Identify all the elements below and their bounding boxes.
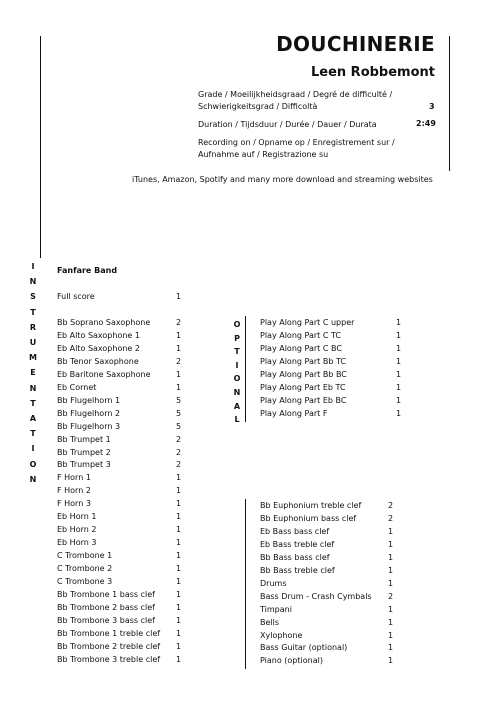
low-part-name: Eb Bass bass clef — [260, 526, 330, 536]
optional-part-qty: 1 — [396, 331, 402, 340]
low-part-qty: 1 — [388, 604, 394, 614]
low-part-name: Bb Euphonium treble clef — [260, 501, 362, 510]
part-name: Eb Alto Saxophone 2 — [57, 343, 140, 353]
grade-label-line2: Schwierigkeitsgrad / Difficoltà — [198, 102, 318, 111]
part-name: Bb Trombone 3 treble clef — [57, 654, 161, 664]
full-score-qty: 1 — [176, 292, 182, 301]
optional-part-name: Play Along Part C TC — [260, 331, 341, 340]
part-name: Bb Tenor Saxophone — [57, 356, 139, 366]
duration-label: Duration / Tijdsduur / Durée / Dauer / Durata — [198, 120, 377, 129]
part-qty: 1 — [176, 602, 182, 612]
optional-label-letter: I — [235, 360, 239, 370]
part-qty: 2 — [176, 447, 182, 457]
piece-title: DOUCHINERIE — [276, 32, 435, 56]
part-qty: 1 — [176, 473, 182, 483]
low-part-name: Timpani — [260, 604, 292, 614]
optional-part-qty: 1 — [396, 357, 402, 366]
instrumentation-label-letter: A — [29, 414, 37, 423]
part-qty: 1 — [176, 382, 182, 392]
part-qty: 1 — [176, 499, 182, 509]
grade-value: 3 — [429, 102, 435, 111]
optional-label-letter: A — [233, 401, 241, 411]
part-name: Eb Horn 3 — [57, 538, 97, 548]
part-qty: 1 — [176, 564, 182, 574]
low-part-qty: 2 — [388, 513, 394, 523]
part-qty: 5 — [176, 408, 182, 418]
full-score-name: Full score — [57, 292, 95, 301]
part-name: Bb Trombone 1 bass clef — [57, 589, 155, 599]
optional-part-name: Play Along Part Bb TC — [260, 357, 346, 366]
low-part-name: Xylophone — [260, 630, 303, 640]
part-qty: 1 — [176, 486, 182, 496]
part-name: F Horn 3 — [57, 499, 91, 509]
optional-part-qty: 1 — [396, 318, 402, 327]
low-part-qty: 1 — [388, 539, 394, 549]
optional-label-letter: N — [233, 388, 241, 397]
optional-part-name: Play Along Part C BC — [260, 344, 342, 353]
part-qty: 1 — [176, 577, 182, 586]
part-name: Eb Baritone Saxophone — [57, 369, 151, 379]
part-name: Bb Trombone 1 treble clef — [57, 628, 161, 638]
part-name: Bb Trombone 2 treble clef — [57, 641, 161, 651]
optional-divider-line — [245, 316, 246, 422]
low-part-name: Bells — [260, 617, 280, 627]
low-part-qty: 1 — [388, 656, 394, 666]
instrumentation-label-letter: E — [30, 368, 36, 378]
low-part-qty: 1 — [388, 630, 394, 640]
right-margin-line — [449, 36, 450, 171]
low-part-name: Bass Drum - Crash Cymbals — [260, 591, 372, 601]
part-qty: 1 — [176, 330, 182, 340]
part-name: C Trombone 1 — [57, 551, 113, 561]
part-qty: 2 — [176, 356, 182, 366]
optional-label-letter: O — [233, 320, 241, 329]
part-qty: 2 — [176, 318, 182, 327]
part-name: C Trombone 2 — [57, 564, 113, 574]
low-part-name: Bb Bass bass clef — [260, 552, 330, 562]
optional-part-qty: 1 — [396, 344, 402, 353]
part-qty: 1 — [176, 551, 182, 561]
optional-label-letter: T — [234, 347, 240, 357]
part-qty: 1 — [176, 538, 182, 548]
part-qty: 1 — [176, 369, 182, 379]
part-qty: 1 — [176, 589, 182, 599]
part-name: Eb Horn 2 — [57, 525, 97, 535]
low-part-qty: 2 — [388, 591, 394, 601]
instrumentation-label-letter: T — [30, 398, 36, 408]
part-name: C Trombone 3 — [57, 577, 113, 586]
low-part-name: Bb Bass treble clef — [260, 565, 335, 575]
instrumentation-label-letter: I — [31, 444, 35, 454]
low-part-name: Bb Euphonium bass clef — [260, 513, 357, 523]
instrumentation-label-letter: T — [30, 307, 36, 317]
instrumentation-label-letter: N — [29, 383, 37, 393]
low-part-qty: 1 — [388, 617, 394, 627]
optional-part-name: Play Along Part Eb TC — [260, 383, 346, 392]
part-qty: 1 — [176, 512, 182, 522]
instrumentation-label-letter: N — [29, 474, 37, 484]
recording-label-line2: Aufnahme auf / Registrazione su — [198, 150, 329, 159]
part-name: Bb Trumpet 2 — [57, 447, 111, 457]
streaming-text: iTunes, Amazon, Spotify and many more download and streaming websites — [132, 175, 433, 184]
instrumentation-label-letter: O — [29, 459, 37, 469]
instrumentation-label-letter: I — [31, 262, 35, 271]
part-name: Bb Trumpet 3 — [57, 460, 111, 470]
low-part-qty: 1 — [388, 643, 394, 653]
part-qty: 2 — [176, 434, 182, 444]
part-name: F Horn 1 — [57, 473, 91, 483]
instrumentation-label-letter: T — [30, 429, 36, 439]
part-name: Bb Flugelhorn 3 — [57, 421, 121, 431]
instrumentation-label-letter: R — [29, 322, 37, 332]
part-qty: 1 — [176, 654, 182, 664]
part-name: Bb Trombone 3 bass clef — [57, 615, 155, 625]
optional-label-letter: O — [233, 374, 241, 384]
part-name: Bb Soprano Saxophone — [57, 318, 151, 327]
low-part-qty: 1 — [388, 526, 394, 536]
optional-part-name: Play Along Part Bb BC — [260, 370, 347, 379]
part-qty: 2 — [176, 460, 182, 470]
low-part-qty: 1 — [388, 578, 394, 588]
duration-value: 2:49 — [416, 119, 436, 128]
optional-part-name: Play Along Part F — [260, 409, 328, 418]
part-name: Bb Trombone 2 bass clef — [57, 602, 155, 612]
optional-label-letter: P — [234, 333, 240, 343]
band-title: Fanfare Band — [57, 266, 118, 275]
low-part-name: Bass Guitar (optional) — [260, 643, 348, 653]
optional-part-name: Play Along Part C upper — [260, 318, 355, 327]
low-part-qty: 1 — [388, 552, 394, 562]
part-name: Bb Trumpet 1 — [57, 434, 111, 444]
part-qty: 1 — [176, 628, 182, 638]
low-part-qty: 1 — [388, 565, 394, 575]
optional-part-qty: 1 — [396, 383, 402, 392]
composer-name: Leen Robbemont — [310, 65, 435, 80]
instrumentation-label-letter: N — [29, 277, 37, 287]
instrumentation-label-letter: S — [30, 292, 36, 302]
low-part-name: Piano (optional) — [260, 656, 323, 666]
part-name: Bb Flugelhorn 1 — [57, 395, 121, 405]
low-part-qty: 2 — [388, 501, 394, 510]
part-qty: 1 — [176, 343, 182, 353]
part-qty: 1 — [176, 525, 182, 535]
optional-label-letter: L — [234, 415, 240, 425]
part-qty: 5 — [176, 395, 182, 405]
instrumentation-label-letter: M — [29, 353, 37, 363]
part-qty: 1 — [176, 615, 182, 625]
optional-part-qty: 1 — [396, 370, 402, 379]
optional-part-qty: 1 — [396, 409, 402, 418]
low-part-name: Eb Bass treble clef — [260, 539, 335, 549]
recording-label-line1: Recording on / Opname op / Enregistrement sur / — [198, 138, 395, 147]
part-name: F Horn 2 — [57, 486, 91, 496]
optional-part-name: Play Along Part Eb BC — [260, 396, 347, 405]
grade-label-line1: Grade / Moeilijkheidsgraad / Degré de difficulté / — [198, 90, 393, 99]
part-name: Eb Alto Saxophone 1 — [57, 330, 140, 340]
part-name: Eb Cornet — [57, 382, 97, 392]
optional-part-qty: 1 — [396, 396, 402, 405]
part-qty: 5 — [176, 421, 182, 431]
part-name: Bb Flugelhorn 2 — [57, 408, 121, 418]
instrumentation-label-letter: U — [29, 338, 37, 347]
low-parts-divider-line — [245, 499, 246, 669]
part-name: Eb Horn 1 — [57, 512, 97, 522]
low-part-name: Drums — [260, 578, 287, 588]
part-qty: 1 — [176, 641, 182, 651]
left-margin-line — [40, 36, 41, 258]
